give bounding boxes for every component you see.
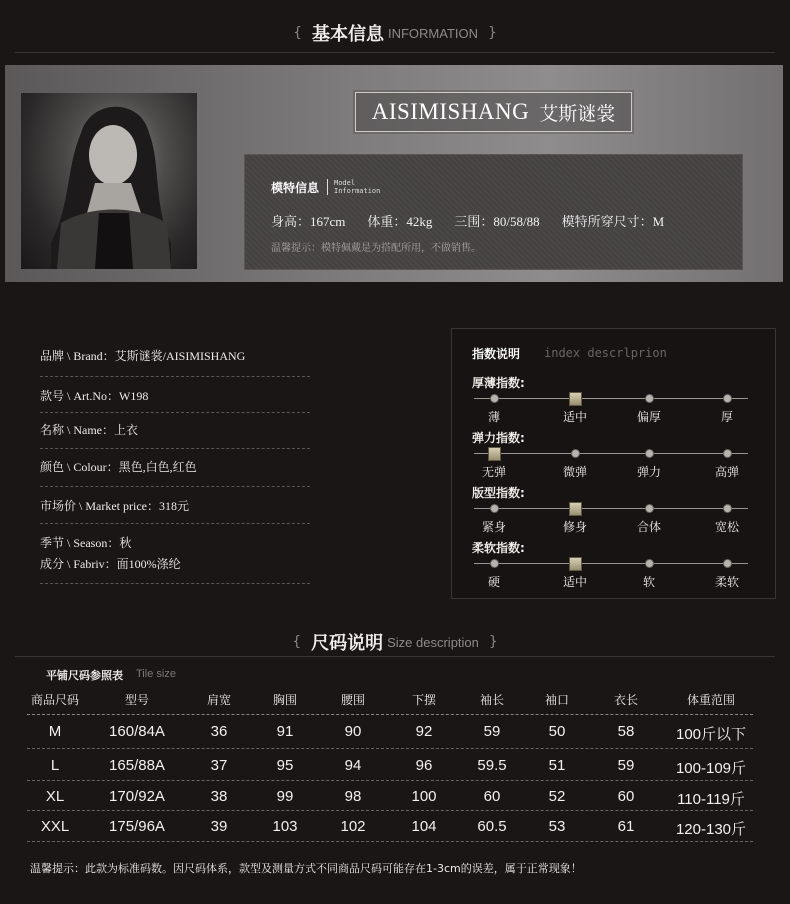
left-brace: { [293,25,302,41]
divider [40,486,310,487]
table-cell: 92 [415,723,433,740]
index-option-label: 柔软 [714,575,739,589]
table-cell: 58 [617,723,635,740]
table-cell: 120-130斤 [675,821,747,838]
index-row-label: 柔软指数: [472,541,525,555]
table-cell: 59 [483,723,501,740]
table-cell: 94 [344,757,362,774]
index-dot [723,449,732,458]
brand-title-box [355,92,632,132]
table-cell: 99 [276,788,294,805]
table-header-cell: 袖口 [544,693,569,707]
index-dot [571,449,580,458]
table-cell: 98 [344,788,362,805]
index-dot [645,559,654,568]
index-row-label: 弹力指数: [472,431,525,445]
index-track [474,563,748,564]
table-cell: 60 [617,788,635,805]
product-season: 季节 \ Season：秋 [40,536,132,550]
table-cell: 160/84A [109,723,165,740]
index-option-label: 宽松 [714,520,739,534]
divider [15,52,775,53]
model-info-title-en-line1: Model [334,179,356,187]
brand-name-cn: 艾斯谜裳 [539,102,616,125]
divider [40,376,310,377]
table-cell: 50 [548,723,566,740]
size-title-cn: 尺码说明 [311,633,384,654]
index-dot [723,504,732,513]
table-cell: 110-119斤 [677,791,745,808]
model-photo [21,93,197,269]
info-title-en: INFORMATION [387,25,479,41]
table-cell: 165/88A [109,757,165,774]
model-info-box [244,154,743,270]
index-selected-marker [488,447,501,461]
table-row-divider [27,810,753,811]
product-art-no: 款号 \ Art.No：W198 [40,389,149,403]
index-selected-marker [569,392,582,406]
index-title-en: index descrlprion [544,346,667,360]
right-brace: } [488,634,498,650]
index-option-label: 合体 [636,520,661,534]
index-option-label: 硬 [487,575,500,589]
table-cell: 38 [210,788,228,805]
index-option-label: 无弹 [481,465,506,479]
model-stats [271,211,664,230]
table-cell: 100 [411,788,437,805]
table-cell: 102 [340,818,366,835]
table-cell: 60 [483,788,501,805]
table-cell: 52 [548,788,566,805]
index-track [474,398,748,399]
model-measurements: 三围：80/58/88 [454,214,540,229]
table-row-divider [27,748,753,749]
model-size-worn: 模特所穿尺寸：M [561,214,665,229]
table-header-cell: 腰围 [340,693,365,707]
divider [40,412,310,413]
index-dot [645,394,654,403]
table-cell: 96 [415,757,433,774]
table-cell: 51 [548,757,566,774]
product-fabric: 成分 \ Fabriv：面100%涤纶 [40,557,181,571]
divider [15,656,775,657]
index-track [474,508,748,509]
index-dot [490,559,499,568]
index-dot [723,559,732,568]
table-cell: 90 [344,723,362,740]
index-selected-marker [569,502,582,516]
table-cell: 91 [276,723,294,740]
index-option-label: 高弹 [714,465,739,479]
info-section-header [0,20,790,46]
table-cell: 100斤以下 [675,726,747,743]
product-colour: 颜色 \ Colour：黑色,白色,红色 [40,460,197,474]
index-option-label: 厚 [720,410,733,424]
index-option-label: 适中 [562,410,587,424]
size-section-header [0,629,790,655]
table-cell: XL [45,788,65,805]
table-header-cell: 体重范围 [686,693,735,707]
size-title-en: Size description [387,634,479,650]
table-cell: 104 [411,818,437,835]
index-dot [645,449,654,458]
table-cell: 95 [276,757,294,774]
divider [40,523,310,524]
model-photo-illustration [21,93,197,269]
index-option-label: 紧身 [481,520,506,534]
info-title-cn: 基本信息 [311,24,384,45]
index-dot [490,394,499,403]
right-brace: } [488,25,497,41]
table-cell: 36 [210,723,228,740]
table-header-cell: 肩宽 [206,693,231,707]
brand-name-en: AISIMISHANG [371,99,530,124]
index-title: 指数说明 [472,347,521,361]
table-header-divider [27,714,753,715]
size-table-title: 平铺尺码参照表 [46,669,123,682]
model-weight: 体重：42kg [367,214,433,229]
product-brand: 品牌 \ Brand：艾斯谜裳/AISIMISHANG [40,349,246,363]
divider [40,448,310,449]
table-cell: 103 [272,818,298,835]
table-header-cell: 胸围 [272,693,297,707]
table-row-divider [27,841,753,842]
table-header-cell: 型号 [124,693,149,707]
index-dot [645,504,654,513]
index-dot [490,504,499,513]
model-info-title-en [327,179,380,195]
index-option-label: 修身 [562,520,587,534]
left-brace: { [292,634,302,650]
index-selected-marker [569,557,582,571]
table-cell: L [50,757,60,774]
table-cell: M [48,723,62,740]
index-option-label: 弹力 [636,465,661,479]
index-option-label: 软 [642,575,655,589]
model-info-title: 模特信息 [271,181,320,195]
table-cell: 59 [617,757,635,774]
table-header-cell: 衣长 [613,693,638,707]
index-dot [723,394,732,403]
model-note: 温馨提示：模特佩戴是为搭配所用，不做销售。 [271,243,481,254]
table-cell: 60.5 [477,818,507,835]
table-header-cell: 商品尺码 [30,693,79,707]
table-row-divider [27,780,753,781]
table-cell: 61 [617,818,635,835]
table-header-cell: 下摆 [411,693,436,707]
product-price: 市场价 \ Market price：318元 [40,499,189,513]
table-cell: XXL [40,818,70,835]
index-row-label: 版型指数: [472,486,525,500]
table-cell: 170/92A [109,788,165,805]
model-height: 身高：167cm [271,214,346,229]
table-cell: 37 [210,757,228,774]
model-info-title-en-line2: Information [334,187,381,195]
product-name: 名称 \ Name：上衣 [40,423,138,437]
table-header-cell: 袖长 [479,693,504,707]
index-option-label: 微弹 [562,465,587,479]
table-cell: 39 [210,818,228,835]
index-option-label: 薄 [487,410,500,424]
table-cell: 100-109斤 [675,760,747,777]
table-cell: 59.5 [477,757,507,774]
index-option-label: 偏厚 [636,410,661,424]
table-cell: 53 [548,818,566,835]
table-cell: 175/96A [109,818,165,835]
size-note: 温馨提示：此款为标准码数。因尺码体系，款型及测量方式不同商品尺码可能存在1-3cm的误差，属于正常现象！ [30,862,582,875]
index-track [474,453,748,454]
index-row-label: 厚薄指数: [472,376,525,390]
divider [40,583,310,584]
fabric-index-panel [451,328,776,599]
index-option-label: 适中 [562,575,587,589]
size-table-title-en: Tile size [136,668,176,680]
